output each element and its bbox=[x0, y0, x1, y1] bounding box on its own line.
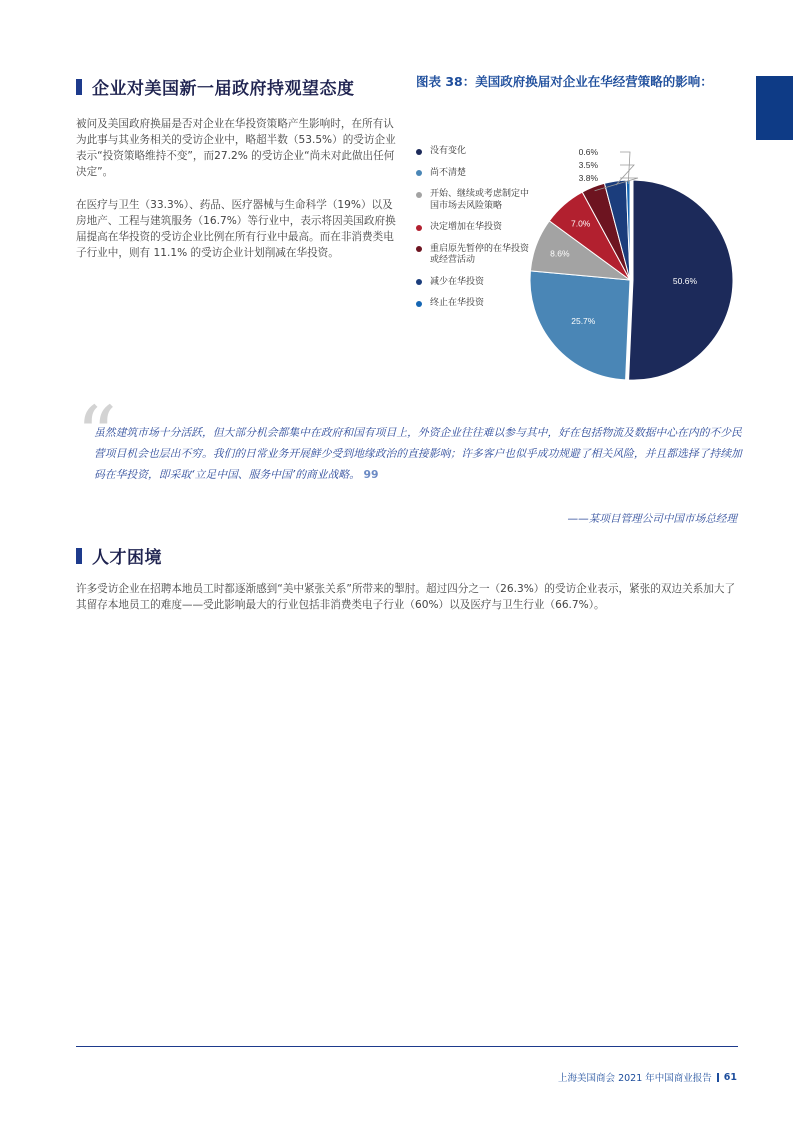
close-quote-mark: 99 bbox=[363, 468, 379, 481]
slice-label: 7.0% bbox=[570, 218, 591, 229]
section-title: 人才困境 bbox=[92, 548, 162, 568]
legend-item bbox=[416, 298, 536, 310]
legend-item bbox=[416, 189, 536, 212]
section-heading bbox=[76, 543, 162, 568]
section1-paragraph-1: 被问及美国政府换届是否对企业在华投资策略产生影响时，在所有认为此事与其业务相关的受访企业中，略超半数（53.5%）的受访企业表示“投资策略维持不变”，而27.2% 的受访企业“尚未对此做出任何决定”。 bbox=[76, 118, 396, 178]
legend-dot bbox=[416, 225, 422, 231]
side-tab bbox=[756, 76, 793, 140]
figure-title: 图表 38：美国政府换届对企业在华经营策略的影响： bbox=[416, 74, 713, 89]
footer-separator bbox=[717, 1073, 719, 1082]
legend-item bbox=[416, 146, 536, 158]
legend-label: 尚不清楚 bbox=[430, 167, 467, 178]
legend-label: 决定增加在华投资 bbox=[430, 222, 503, 232]
open-quote-mark: “ bbox=[76, 389, 117, 482]
page-number: 61 bbox=[723, 1071, 737, 1083]
section-title: 企业对美国新一届政府持观望态度 bbox=[92, 79, 355, 99]
legend-label: 没有变化 bbox=[430, 146, 467, 156]
legend-label: 开始、继续或考虑制定中国市场去风险策略 bbox=[430, 189, 530, 211]
footer-text: 上海美国商会 2021 年中国商业报告 bbox=[558, 1073, 712, 1084]
section-heading bbox=[76, 74, 355, 99]
footer-rule bbox=[76, 1046, 738, 1047]
legend-dot bbox=[416, 279, 422, 285]
slice-label: 8.6% bbox=[550, 248, 570, 259]
section1-paragraph-2: 在医疗与卫生（33.3%）、药品、医疗器械与生命科学（19%）以及房地产、工程与建筑服务（16.7%）等行业中，表示将因美国政府换届提高在华投资的受访企业比例在所有行业中最高。而在非消费类电子行业中，则有 11.1% 的受访企业计划削减在华投资。 bbox=[76, 199, 396, 259]
legend-dot bbox=[416, 149, 422, 155]
legend-dot bbox=[416, 301, 422, 307]
callout-label: 3.8% bbox=[578, 173, 598, 183]
pie-chart bbox=[520, 140, 735, 385]
legend-item bbox=[416, 222, 536, 234]
legend-item bbox=[416, 244, 536, 267]
callout-label: 0.6% bbox=[578, 147, 598, 157]
chart-legend bbox=[416, 146, 536, 310]
legend-label: 重启原先暂停的在华投资或经营活动 bbox=[430, 243, 530, 265]
callout-label: 3.5% bbox=[578, 160, 598, 170]
legend-dot bbox=[416, 192, 422, 198]
legend-dot bbox=[416, 170, 422, 176]
quote-body: 虽然建筑市场十分活跃，但大部分机会都集中在政府和国有项目上，外资企业往往难以参与其中，好在包括物流及数据中心在内的不少民营项目机会也层出不穷。我们的日常业务开展鲜少受到地缘政治的直接影响；许多客户也似乎成功规避了相关风险，并且都选择了持续加码在华投资，即采取‘立足中国、服务中国’的商业战略。 bbox=[94, 426, 742, 481]
legend-dot bbox=[416, 246, 422, 252]
slice-label: 25.7% bbox=[571, 315, 596, 326]
legend-item bbox=[416, 277, 536, 289]
heading-bar bbox=[76, 548, 82, 564]
section2-paragraph: 许多受访企业在招聘本地员工时都逐渐感到“美中紧张关系”所带来的掣肘。超过四分之一（26.3%）的受访企业表示，紧张的双边关系加大了其留存本地员工的难度——受此影响最大的行业包括非消费类电子行业（60%）以及医疗与卫生行业（66.7%）。 bbox=[76, 583, 736, 611]
legend-label: 终止在华投资 bbox=[430, 298, 485, 308]
slice-label: 50.6% bbox=[672, 276, 698, 287]
page-footer bbox=[558, 1070, 737, 1084]
quote-text bbox=[94, 422, 742, 485]
legend-label: 减少在华投资 bbox=[430, 276, 485, 287]
legend-item bbox=[416, 168, 536, 180]
quote-attribution: ——某项目管理公司中国市场总经理 bbox=[567, 513, 737, 525]
heading-bar bbox=[76, 79, 82, 95]
